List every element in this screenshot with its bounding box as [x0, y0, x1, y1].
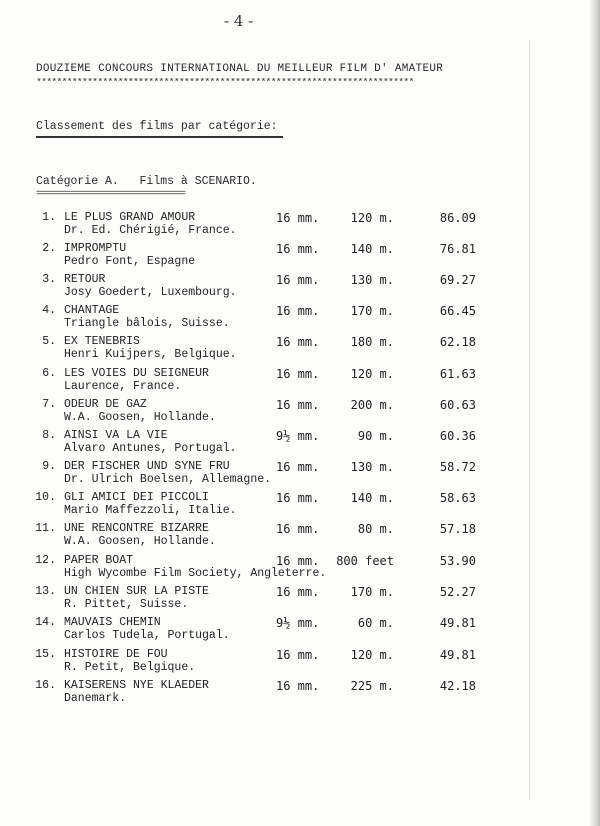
film-score: 52.27 — [439, 585, 476, 599]
film-length: 140 m. — [350, 491, 394, 505]
film-length: 200 m. — [350, 398, 394, 412]
film-format: 16 mm. — [276, 335, 320, 349]
film-length: 60 m. — [357, 616, 394, 630]
film-author: Henri Kuijpers, Belgique. — [64, 348, 237, 361]
film-rank: 8. — [42, 429, 56, 442]
film-length: 180 m. — [350, 335, 394, 349]
film-length: 225 m. — [350, 679, 394, 693]
film-row — [0, 367, 600, 398]
film-title: LES VOIES DU SEIGNEUR — [64, 367, 209, 380]
film-length: 130 m. — [350, 460, 394, 474]
film-row — [0, 429, 600, 460]
film-length: 90 m. — [357, 429, 394, 443]
film-title: AINSI VA LA VIE — [64, 429, 168, 442]
film-author: Danemark. — [64, 692, 127, 705]
page-number: - 4 - — [224, 12, 254, 30]
film-row — [0, 304, 600, 335]
film-length: 120 m. — [350, 648, 394, 662]
film-format: 9½ mm. — [276, 429, 320, 443]
film-title: ODEUR DE GAZ — [64, 398, 147, 411]
film-row — [0, 460, 600, 491]
film-title: GLI AMICI DEI PICCOLI — [64, 491, 209, 504]
film-score: 62.18 — [439, 335, 476, 349]
film-length: 170 m. — [350, 585, 394, 599]
film-rank: 16. — [35, 679, 56, 692]
film-author: High Wycombe Film Society, Angleterre. — [64, 567, 327, 580]
film-format: 16 mm. — [276, 304, 320, 318]
film-row — [0, 211, 600, 242]
film-score: 66.45 — [439, 304, 476, 318]
film-title: LE PLUS GRAND AMOUR — [64, 211, 196, 224]
film-title: UNE RENCONTRE BIZARRE — [64, 522, 209, 535]
film-length: 170 m. — [350, 304, 394, 318]
film-row — [0, 335, 600, 366]
film-score: 58.63 — [439, 491, 476, 505]
film-score: 86.09 — [439, 211, 476, 225]
film-author: Dr. Ulrich Boelsen, Allemagne. — [64, 473, 272, 486]
film-title: PAPER BOAT — [64, 554, 134, 567]
film-title: KAISERENS NYE KLAEDER — [64, 679, 209, 692]
film-row — [0, 616, 600, 647]
film-format: 16 mm. — [276, 460, 320, 474]
category-rule: =============================== — [36, 189, 185, 200]
film-length: 140 m. — [350, 242, 394, 256]
film-score: 76.81 — [439, 242, 476, 256]
film-format: 16 mm. — [276, 367, 320, 381]
film-format: 16 mm. — [276, 648, 320, 662]
film-length: 120 m. — [350, 211, 394, 225]
film-author: Josy Goedert, Luxembourg. — [64, 286, 237, 299]
film-score: 42.18 — [439, 679, 476, 693]
film-rank: 13. — [35, 585, 56, 598]
film-title: MAUVAIS CHEMIN — [64, 616, 161, 629]
film-author: Pedro Font, Espagne — [64, 255, 196, 268]
film-title: UN CHIEN SUR LA PISTE — [64, 585, 209, 598]
film-score: 49.81 — [439, 616, 476, 630]
film-length: 120 m. — [350, 367, 394, 381]
document-title: DOUZIEME CONCOURS INTERNATIONAL DU MEILLEUR FILM D' AMATEUR — [36, 63, 444, 75]
film-title: CHANTAGE — [64, 304, 120, 317]
film-row — [0, 273, 600, 304]
film-rank: 14. — [35, 616, 56, 629]
film-rank: 15. — [35, 648, 56, 661]
film-rank: 9. — [42, 460, 56, 473]
film-format: 16 mm. — [276, 273, 320, 287]
film-row — [0, 491, 600, 522]
film-length: 80 m. — [357, 522, 394, 536]
film-rank: 5. — [42, 335, 56, 348]
film-rank: 1. — [42, 211, 56, 224]
film-row — [0, 554, 600, 585]
film-score: 69.27 — [439, 273, 476, 287]
subtitle-underline — [36, 136, 283, 138]
film-row — [0, 648, 600, 679]
film-rank: 4. — [42, 304, 56, 317]
film-rank: 3. — [42, 273, 56, 286]
film-rank: 2. — [42, 242, 56, 255]
film-score: 58.72 — [439, 460, 476, 474]
film-author: W.A. Goosen, Hollande. — [64, 535, 216, 548]
film-author: W.A. Goosen, Hollande. — [64, 411, 216, 424]
film-score: 57.18 — [439, 522, 476, 536]
film-author: Triangle bâlois, Suisse. — [64, 317, 230, 330]
film-format: 16 mm. — [276, 398, 320, 412]
film-rank: 7. — [42, 398, 56, 411]
film-score: 60.63 — [439, 398, 476, 412]
film-rank: 11. — [35, 522, 56, 535]
film-author: Carlos Tudela, Portugal. — [64, 629, 230, 642]
section-subtitle: Classement des films par catégorie: — [36, 120, 278, 133]
film-author: Alvaro Antunes, Portugal. — [64, 442, 237, 455]
film-title: EX TENEBRIS — [64, 335, 140, 348]
film-author: R. Pittet, Suisse. — [64, 598, 189, 611]
film-score: 60.36 — [439, 429, 476, 443]
film-rank: 10. — [35, 491, 56, 504]
film-author: R. Petit, Belgique. — [64, 661, 196, 674]
film-format: 9½ mm. — [276, 616, 320, 630]
film-score: 49.81 — [439, 648, 476, 662]
category-heading: Catégorie A. Films à SCENARIO. — [36, 175, 257, 188]
film-row — [0, 679, 600, 710]
film-author: Mario Maffezzoli, Italie. — [64, 504, 237, 517]
film-format: 16 mm. — [276, 211, 320, 225]
film-rank: 6. — [42, 367, 56, 380]
film-title: IMPROMPTU — [64, 242, 127, 255]
film-score: 61.63 — [439, 367, 476, 381]
film-format: 16 mm. — [276, 585, 320, 599]
film-title: RETOUR — [64, 273, 106, 286]
film-length: 130 m. — [350, 273, 394, 287]
film-row — [0, 398, 600, 429]
film-format: 16 mm. — [276, 679, 320, 693]
asterisk-rule: ************************************************************************** — [36, 78, 414, 89]
film-row — [0, 585, 600, 616]
film-length: 800 feet — [336, 554, 394, 568]
film-row — [0, 522, 600, 553]
film-author: Dr. Ed. Chérigié, France. — [64, 224, 237, 237]
film-author: Laurence, France. — [64, 380, 182, 393]
film-row — [0, 242, 600, 273]
film-title: DER FISCHER UND SYNE FRU — [64, 460, 230, 473]
film-format: 16 mm. — [276, 554, 320, 568]
film-format: 16 mm. — [276, 522, 320, 536]
film-score: 53.90 — [439, 554, 476, 568]
film-rank: 12. — [35, 554, 56, 567]
film-format: 16 mm. — [276, 242, 320, 256]
film-title: HISTOIRE DE FOU — [64, 648, 168, 661]
film-format: 16 mm. — [276, 491, 320, 505]
